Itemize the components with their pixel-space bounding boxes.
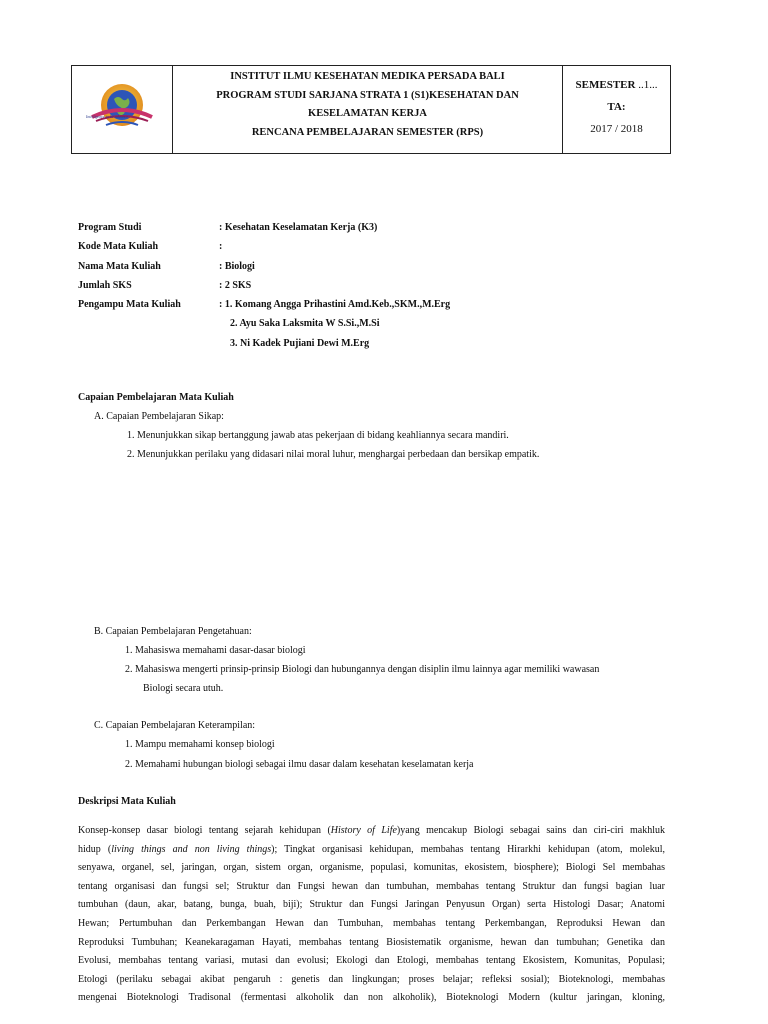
title-line-4: RENCANA PEMBELAJARAN SEMESTER (RPS) (251, 126, 484, 138)
semester-cell (563, 66, 670, 153)
capaian-c-item-1: 1. Mampu memahami konsep biologi (125, 739, 275, 750)
capaian-c-item-2: 2. Memahami hubungan biologi sebagai ilmu dasar dalam kesehatan keselamatan kerja (125, 759, 474, 770)
title-cell (173, 66, 563, 153)
program-studi-value: : Kesehatan Keselamatan Kerja (K3) (219, 222, 378, 233)
pengampu-value-2: 2. Ayu Saka Laksmita W S.Si.,M.Si (230, 318, 380, 330)
semester-row (563, 74, 670, 96)
italic-term: living things and non living things (111, 843, 272, 855)
deskripsi-heading: Deskripsi Mata Kuliah (78, 796, 176, 807)
kode-label: Kode Mata Kuliah (78, 241, 159, 253)
sks-label: Jumlah SKS (78, 279, 132, 291)
capaian-a-title: A. Capaian Pembelajaran Sikap: (94, 411, 224, 422)
pengampu-label: Pengampu Mata Kuliah (78, 299, 181, 311)
sks-value: : 2 SKS (219, 279, 252, 291)
deskripsi-line: tumbuhan (daun, akar, batang, bunga, buah, biji); Struktur dan Fungsi Jaringan Penyusun Organ) serta Histologi Dasar; Anatomi (78, 899, 665, 911)
ta-value: 2017 / 2018 (590, 123, 643, 135)
kode-value: : (219, 241, 223, 253)
title-line-2: PROGRAM STUDI SARJANA STRATA 1 (S1)KESEHATAN DAN (216, 89, 519, 101)
italic-term: History of Life (330, 825, 397, 836)
capaian-c-title: C. Capaian Pembelajaran Keterampilan: (94, 720, 256, 731)
deskripsi-line: Konsep-konsep dasar biologi tentang sejarah kehidupan (History of Life)yang mencakup Biologi sebagai sains dan ciri-ciri makhluk (78, 825, 665, 836)
semester-value: ..1... (638, 79, 658, 91)
pengampu-value-3: 3. Ni Kadek Pujiani Dewi M.Erg (230, 337, 370, 349)
capaian-b-item-1: 1. Mahasiswa memahami dasar-dasar biologi (125, 645, 306, 656)
nama-label: Nama Mata Kuliah (78, 260, 161, 272)
deskripsi-line: Reproduksi Tumbuhan; Keanekaragaman Hayati, membahas tentang Biosistematik organisme, hewan dan tumbuhan; Genetika dan (78, 936, 665, 948)
capaian-b-title: B. Capaian Pembelajaran Pengetahuan: (94, 626, 252, 637)
deskripsi-paragraph (78, 822, 665, 1008)
capaian-heading: Capaian Pembelajaran Mata Kuliah (78, 392, 234, 403)
capaian-b-item-2-cont: Biologi secara utuh. (143, 683, 224, 694)
logo-motto: Intelligence to be advance (86, 114, 129, 119)
institute-logo-icon (86, 81, 158, 139)
deskripsi-line: Etologi (perilaku sebagai akibat pengaruh : genetis dan lingkungan; proses belajar; refleksi sosial); Bioteknologi, membahas (78, 973, 665, 985)
deskripsi-line: Hewan; Pertumbuhan dan Perkembangan Hewan dan Tumbuhan, membahas tentang Perkembangan, Reproduksi Hewan dan (78, 917, 665, 929)
capaian-a-item-1: 1. Menunjukkan sikap bertanggung jawab atas pekerjaan di bidang keahliannya secara mandiri. (127, 430, 509, 441)
deskripsi-line: hidup (living things and non living things); Tingkat organisasi kehidupan, membahas tentang Hirarkhi kehidupan (atom, molekul, (78, 843, 665, 855)
capaian-b-item-2: 2. Mahasiswa mengerti prinsip-prinsip Biologi dan hubungannya dengan disiplin ilmu lainnya agar memiliki wawasan (125, 664, 600, 675)
deskripsi-line: mengenai Bioteknologi Tradisonal (fermentasi alkoholik dan non alkoholik), Bioteknologi Modern (kultur jaringan, kloning, (78, 992, 665, 1004)
logo-cell (72, 66, 173, 153)
deskripsi-line: senyawa, organel, sel, jaringan, organ, sistem organ, organisme, populasi, komunitas, ekosistem, biosphere); Biologi Sel membahas (78, 862, 665, 874)
pengampu-value-1: : 1. Komang Angga Prihastini Amd.Keb.,SKM.,M.Erg (219, 299, 451, 311)
deskripsi-line: tentang organisasi dan fungsi sel; Struktur dan Fungsi hewan dan tumbuhan, membahas tentang Struktur dan fungsi bagian luar (78, 880, 665, 892)
capaian-a-item-2: 2. Menunjukkan perilaku yang didasari nilai moral luhur, menghargai perbedaan dan bersikap empatik. (127, 449, 540, 460)
rps-header-table (71, 65, 671, 154)
nama-value: : Biologi (219, 260, 255, 272)
title-line-1: INSTITUT ILMU KESEHATAN MEDIKA PERSADA BALI (230, 71, 505, 82)
ta-label: TA: (607, 101, 626, 113)
deskripsi-line: Evolusi, membahas tentang variasi, mutasi dan evolusi; Ekologi dan Etologi, membahas tentang Ekosistem, Komunitas, Populasi; (78, 955, 665, 967)
program-studi-label: Program Studi (78, 222, 142, 233)
semester-label: SEMESTER (575, 79, 636, 91)
title-line-3: KESELAMATAN KERJA (308, 108, 427, 119)
